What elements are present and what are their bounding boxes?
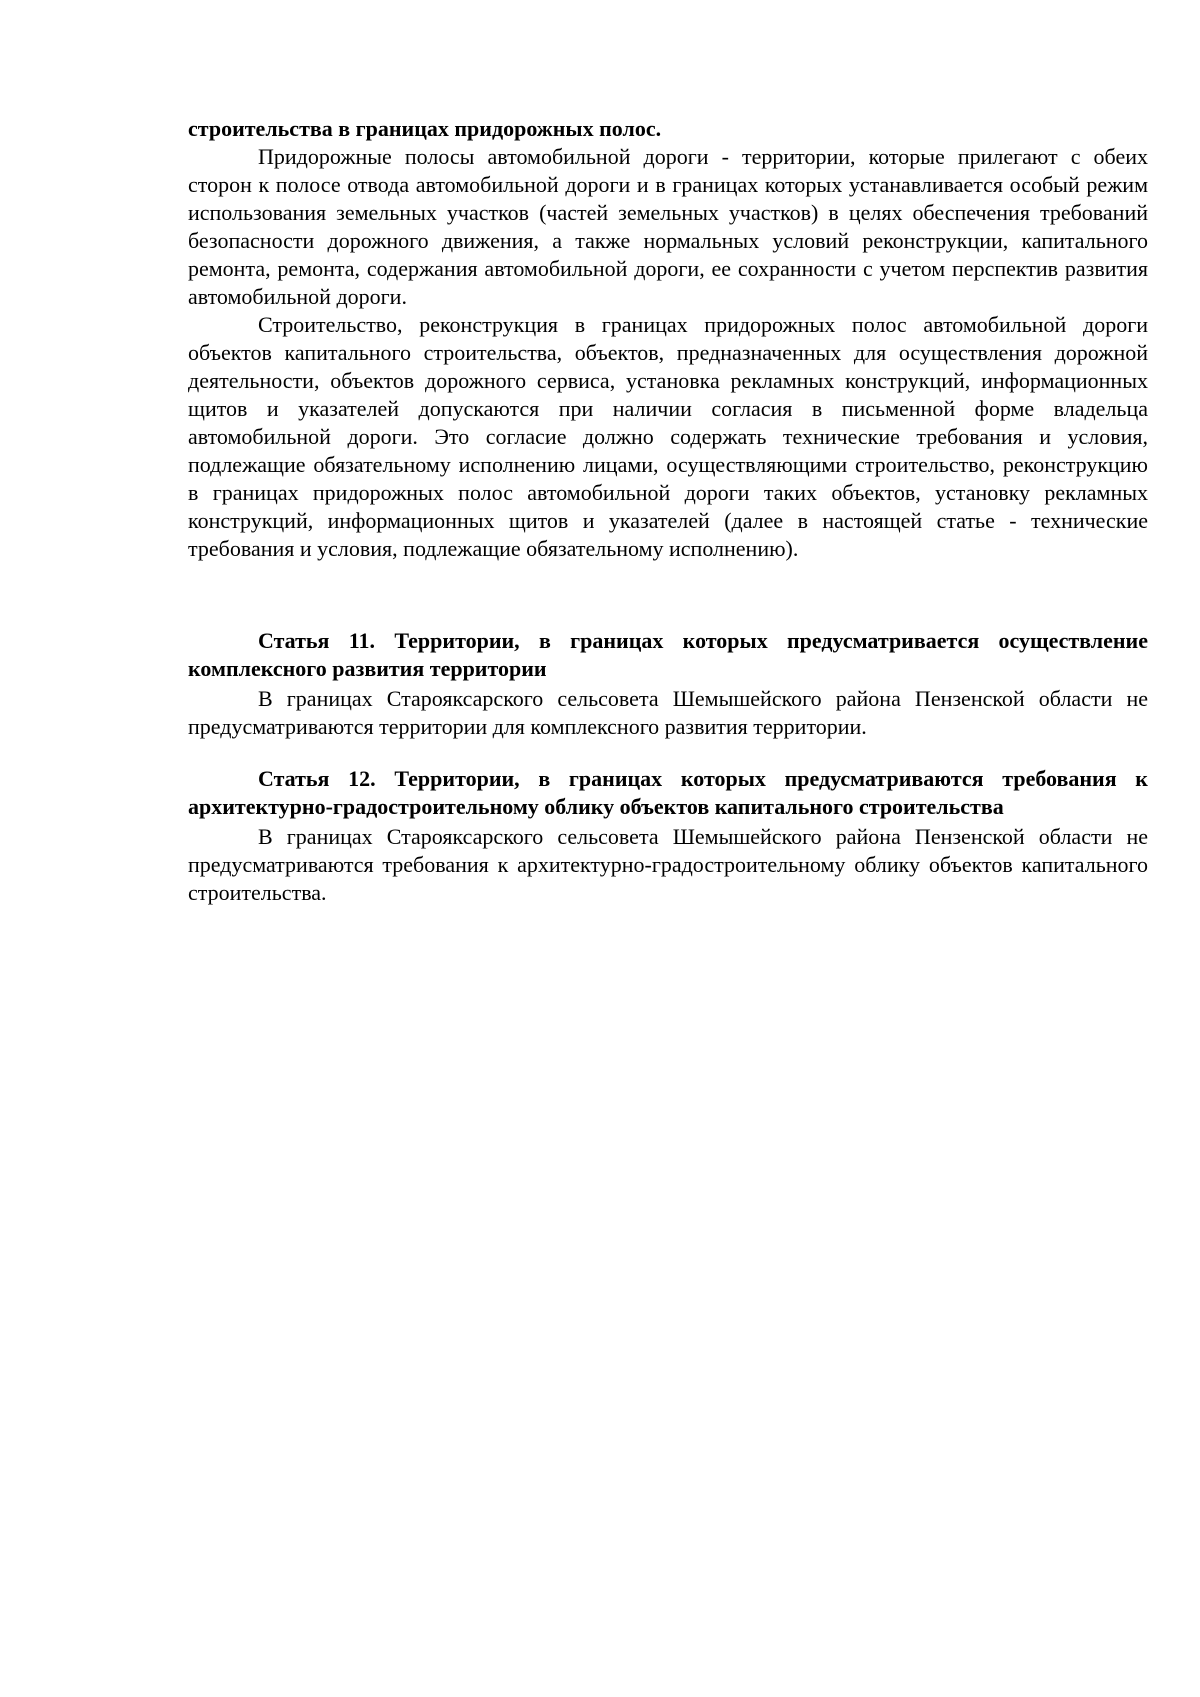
article-12-heading: Статья 12. Территории, в границах которых предусматриваются требования к архитектурно-градостроительному облику объектов капитального строительства [188,766,1148,819]
article-11-text: В границах Старояксарского сельсовета Шемышейского района Пензенской области не предусматриваются территории для комплексного развития территории. [188,686,1148,739]
section-continuation-heading: строительства в границах придорожных полос. [188,116,662,141]
article-11-heading: Статья 11. Территории, в границах которых предусматривается осуществление комплексного развития территории [188,628,1148,681]
paragraph-roadside-strips-definition: Придорожные полосы автомобильной дороги - территории, которые прилегают с обеих сторон к полосе отвода автомобильной дороги и в границах которых устанавливается особый режим использования земельных участков (частей земельных участков) в целях обеспечения требований безопасности дорожного движения, а также нормальных условий реконструкции, капитального ремонта, ремонта, содержания автомобильной дороги, ее сохранности с учетом перспектив развития автомобильной дороги. [188,144,1148,309]
paragraph-construction-consent: Строительство, реконструкция в границах придорожных полос автомобильной дороги объектов капитального строительства, объектов, предназначенных для осуществления дорожной деятельности, объектов дорожного сервиса, установка рекламных конструкций, информационных щитов и указателей допускаются при наличии согласия в письменной форме владельца автомобильной дороги. Это согласие должно содержать технические требования и условия, подлежащие обязательному исполнению лицами, осуществляющими строительство, реконструкцию в границах придорожных полос автомобильной дороги таких объектов, установку рекламных конструкций, информационных щитов и указателей (далее в настоящей статье - технические требования и условия, подлежащие обязательному исполнению). [188,312,1148,561]
document-body [188,115,1148,907]
article-12-text: В границах Старояксарского сельсовета Шемышейского района Пензенской области не предусматриваются требования к архитектурно-градостроительному облику объектов капитального строительства. [188,824,1148,905]
